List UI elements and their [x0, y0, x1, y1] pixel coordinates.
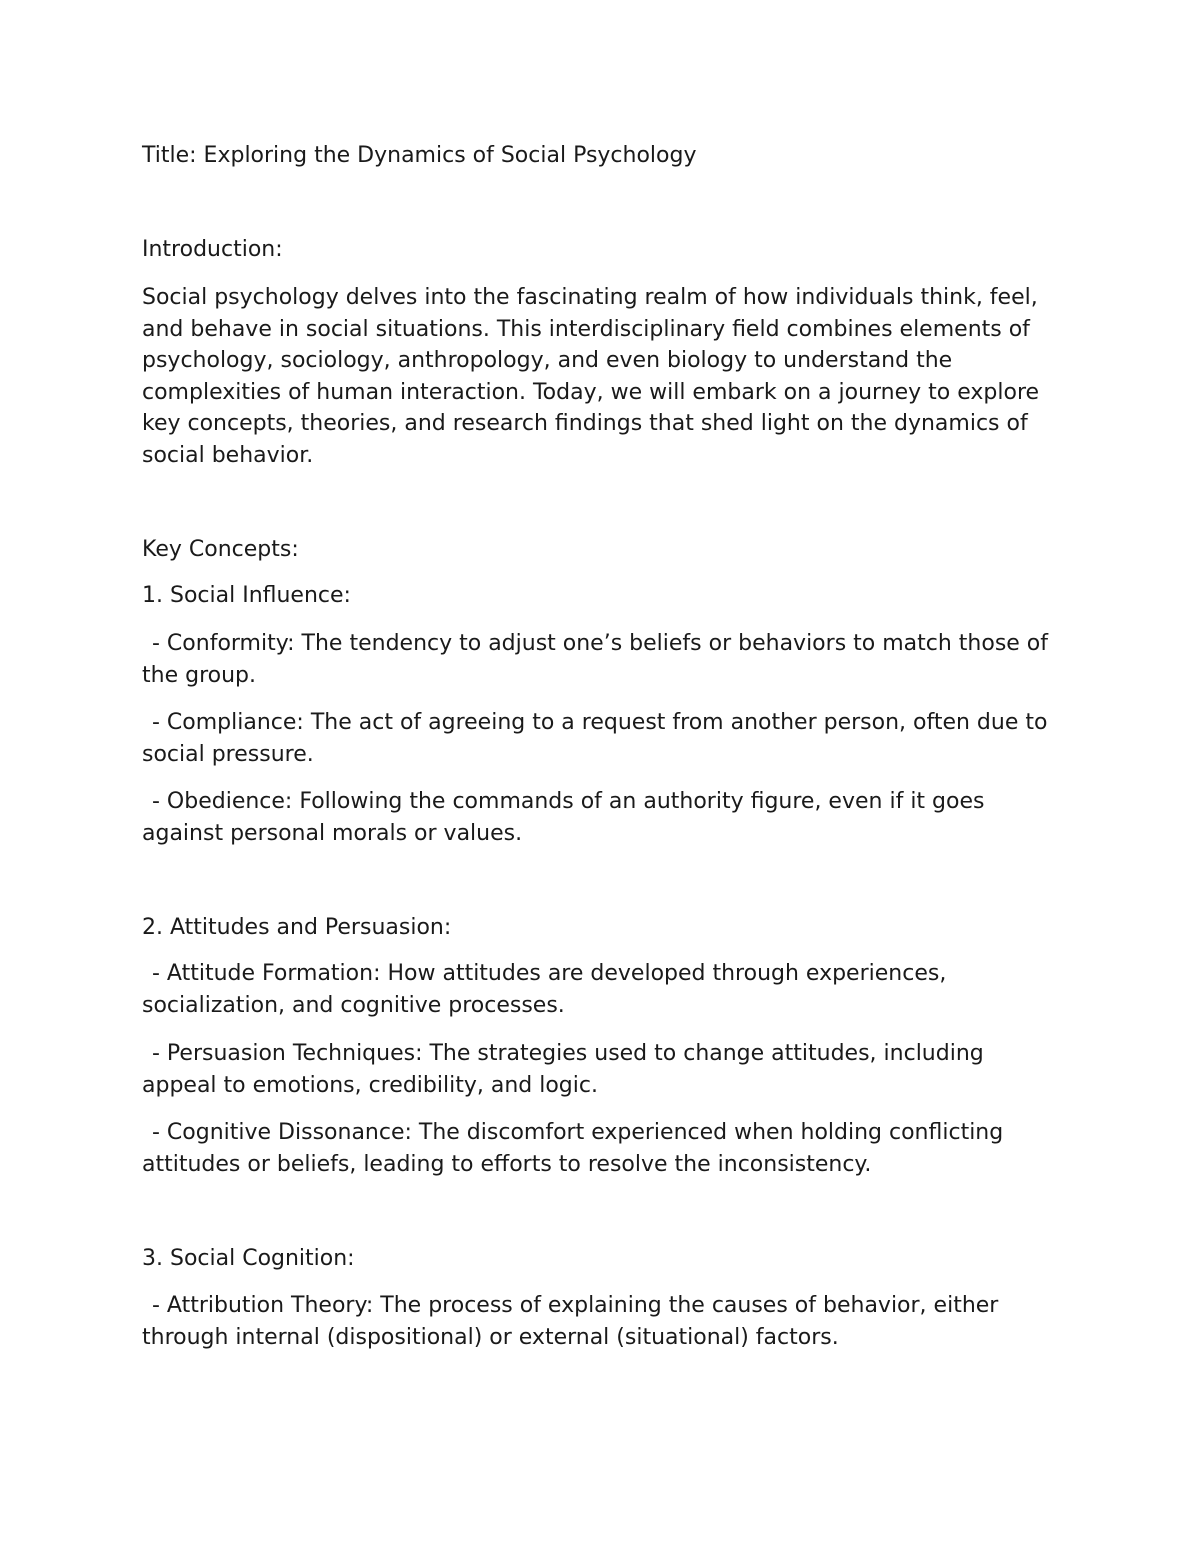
- section-heading-social-influence: 1. Social Influence:: [142, 583, 351, 608]
- section-heading-social-cognition: 3. Social Cognition:: [142, 1246, 355, 1271]
- list-item: - Attribution Theory: The process of explaining the causes of behavior, either through internal (dispositional) or external (situational) factors.: [142, 1293, 999, 1350]
- key-concepts-heading: Key Concepts:: [142, 537, 299, 562]
- section-heading-attitudes-persuasion: 2. Attitudes and Persuasion:: [142, 915, 452, 940]
- list-item: - Obedience: Following the commands of an authority figure, even if it goes against personal morals or values.: [142, 789, 985, 846]
- list-item: - Conformity: The tendency to adjust one’s beliefs or behaviors to match those of the group.: [142, 631, 1049, 688]
- intro-paragraph: Social psychology delves into the fascinating realm of how individuals think, feel, and behave in social situations. This interdisciplinary field combines elements of psychology, sociology, anthropology, and even biology to understand the complexities of human interaction. Today, we will embark on a journey to explore key concepts, theories, and research findings that shed light on the dynamics of social behavior.: [142, 285, 1040, 468]
- list-item: - Persuasion Techniques: The strategies used to change attitudes, including appeal to emotions, credibility, and logic.: [142, 1041, 984, 1098]
- document-title: Title: Exploring the Dynamics of Social Psychology: [142, 143, 697, 168]
- list-item: - Compliance: The act of agreeing to a request from another person, often due to social pressure.: [142, 710, 1048, 767]
- intro-heading: Introduction:: [142, 237, 283, 262]
- list-item: - Cognitive Dissonance: The discomfort experienced when holding conflicting attitudes or beliefs, leading to efforts to resolve the inconsistency.: [142, 1120, 1004, 1177]
- list-item: - Attitude Formation: How attitudes are developed through experiences, socialization, and cognitive processes.: [142, 961, 947, 1018]
